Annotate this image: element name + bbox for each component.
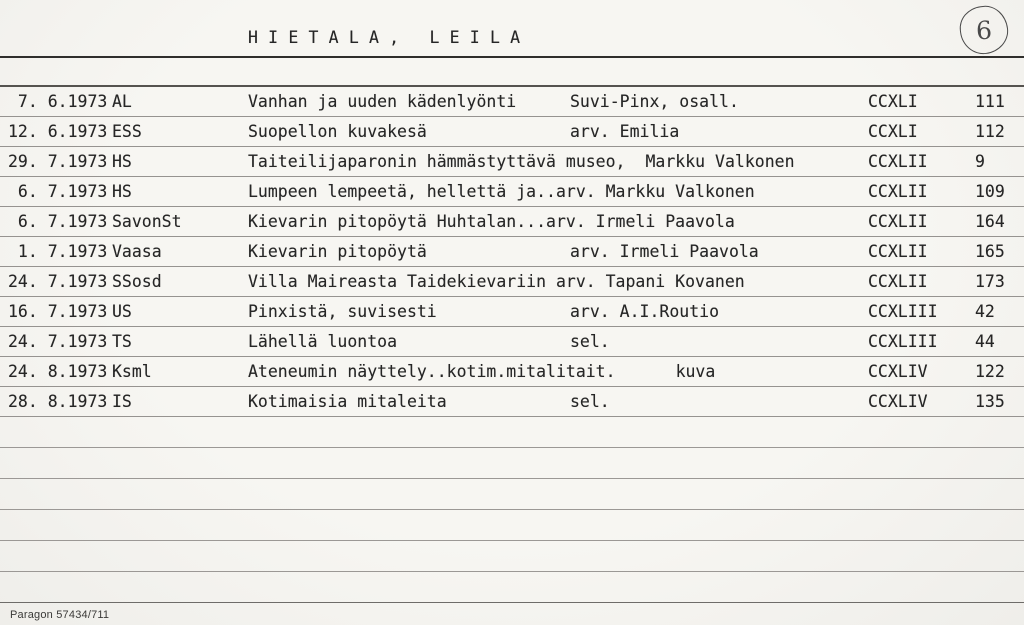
entry-date: 16. 7.1973 xyxy=(8,302,108,321)
entry-volume: CCXLIV xyxy=(868,392,928,411)
entry-volume: CCXLII xyxy=(868,212,928,231)
entry-date: 24. 8.1973 xyxy=(8,362,108,381)
entry-source: SSosd xyxy=(112,272,162,291)
entry-date: 28. 8.1973 xyxy=(8,392,108,411)
handwritten-page-number-badge xyxy=(957,3,1010,56)
entry-page: 9 xyxy=(975,152,985,171)
entry-title: Lumpeen lempeetä, hellettä ja..arv. Markku Valkonen xyxy=(248,182,755,201)
table-row xyxy=(0,387,1024,417)
entry-title: Taiteilijaparonin hämmästyttävä museo, xyxy=(248,152,626,171)
card-header xyxy=(0,0,1024,58)
ruled-line xyxy=(0,572,1024,603)
entry-source: US xyxy=(112,302,132,321)
entry-title: Ateneumin näyttely..kotim.mitalitait. xyxy=(248,362,616,381)
entry-volume: CCXLIV xyxy=(868,362,928,381)
entry-page: 42 xyxy=(975,302,995,321)
ruled-line xyxy=(0,541,1024,572)
entry-title: Vanhan ja uuden kädenlyönti xyxy=(248,92,517,111)
entry-page: 135 xyxy=(975,392,1005,411)
entry-title: Lähellä luontoa xyxy=(248,332,398,351)
entry-source: ESS xyxy=(112,122,142,141)
table-row xyxy=(0,87,1024,117)
page-number: 6 xyxy=(975,15,993,45)
ruled-line xyxy=(0,448,1024,479)
ruled-line xyxy=(0,417,1024,448)
entry-title: Kotimaisia mitaleita xyxy=(248,392,447,411)
entry-title: Suopellon kuvakesä xyxy=(248,122,427,141)
entry-volume: CCXLI xyxy=(868,122,918,141)
entry-source: AL xyxy=(112,92,132,111)
entry-note: Markku Valkonen xyxy=(645,152,795,171)
entry-date: 12. 6.1973 xyxy=(8,122,108,141)
entry-volume: CCXLIII xyxy=(868,302,938,321)
entries-table xyxy=(0,87,1024,417)
entry-date: 6. 7.1973 xyxy=(8,212,108,231)
entry-page: 112 xyxy=(975,122,1005,141)
entry-date: 24. 7.1973 xyxy=(8,332,108,351)
entry-source: HS xyxy=(112,182,132,201)
entry-source: SavonSt xyxy=(112,212,182,231)
table-row xyxy=(0,177,1024,207)
table-row xyxy=(0,297,1024,327)
entry-volume: CCXLII xyxy=(868,272,928,291)
entry-note: arv. Emilia xyxy=(570,122,680,141)
entry-volume: CCXLIII xyxy=(868,332,938,351)
table-row xyxy=(0,267,1024,297)
entry-date: 6. 7.1973 xyxy=(8,182,108,201)
entry-source: TS xyxy=(112,332,132,351)
entry-date: 24. 7.1973 xyxy=(8,272,108,291)
entry-source: IS xyxy=(112,392,132,411)
table-row xyxy=(0,357,1024,387)
ruled-line xyxy=(0,510,1024,541)
entry-note: kuva xyxy=(675,362,716,381)
entry-volume: CCXLII xyxy=(868,182,928,201)
ruled-line xyxy=(0,479,1024,510)
entry-date: 1. 7.1973 xyxy=(8,242,108,261)
entry-note: sel. xyxy=(570,392,610,411)
entry-title: Villa Maireasta Taidekievariin arv. Tapani Kovanen xyxy=(248,272,745,291)
table-row xyxy=(0,327,1024,357)
entry-page: 109 xyxy=(975,182,1005,201)
entry-title: Pinxistä, suvisesti xyxy=(248,302,437,321)
entry-date: 29. 7.1973 xyxy=(8,152,108,171)
rule-line xyxy=(0,58,1024,87)
table-row xyxy=(0,207,1024,237)
table-row xyxy=(0,117,1024,147)
entry-volume: CCXLI xyxy=(868,92,918,111)
entry-note: arv. Irmeli Paavola xyxy=(570,242,759,261)
entry-source: Vaasa xyxy=(112,242,162,261)
entry-volume: CCXLII xyxy=(868,242,928,261)
table-row xyxy=(0,237,1024,267)
page-title: HIETALA, LEILA xyxy=(248,28,531,47)
entry-title: Kievarin pitopöytä xyxy=(248,242,427,261)
entry-source: HS xyxy=(112,152,132,171)
table-row xyxy=(0,147,1024,177)
entry-note: arv. A.I.Routio xyxy=(570,302,720,321)
entry-page: 44 xyxy=(975,332,995,351)
entry-date: 7. 6.1973 xyxy=(8,92,108,111)
card-footer xyxy=(0,603,1024,625)
entry-title: Kievarin pitopöytä Huhtalan...arv. Irmeli Paavola xyxy=(248,212,735,231)
entry-page: 164 xyxy=(975,212,1005,231)
entry-volume: CCXLII xyxy=(868,152,928,171)
entry-page: 173 xyxy=(975,272,1005,291)
entry-page: 122 xyxy=(975,362,1005,381)
entry-page: 165 xyxy=(975,242,1005,261)
entry-source: Ksml xyxy=(112,362,152,381)
entry-note: Suvi-Pinx, osall. xyxy=(570,92,739,111)
entry-page: 111 xyxy=(975,92,1005,111)
stationery-imprint: Paragon 57434/711 xyxy=(10,609,110,621)
entry-note: sel. xyxy=(570,332,610,351)
